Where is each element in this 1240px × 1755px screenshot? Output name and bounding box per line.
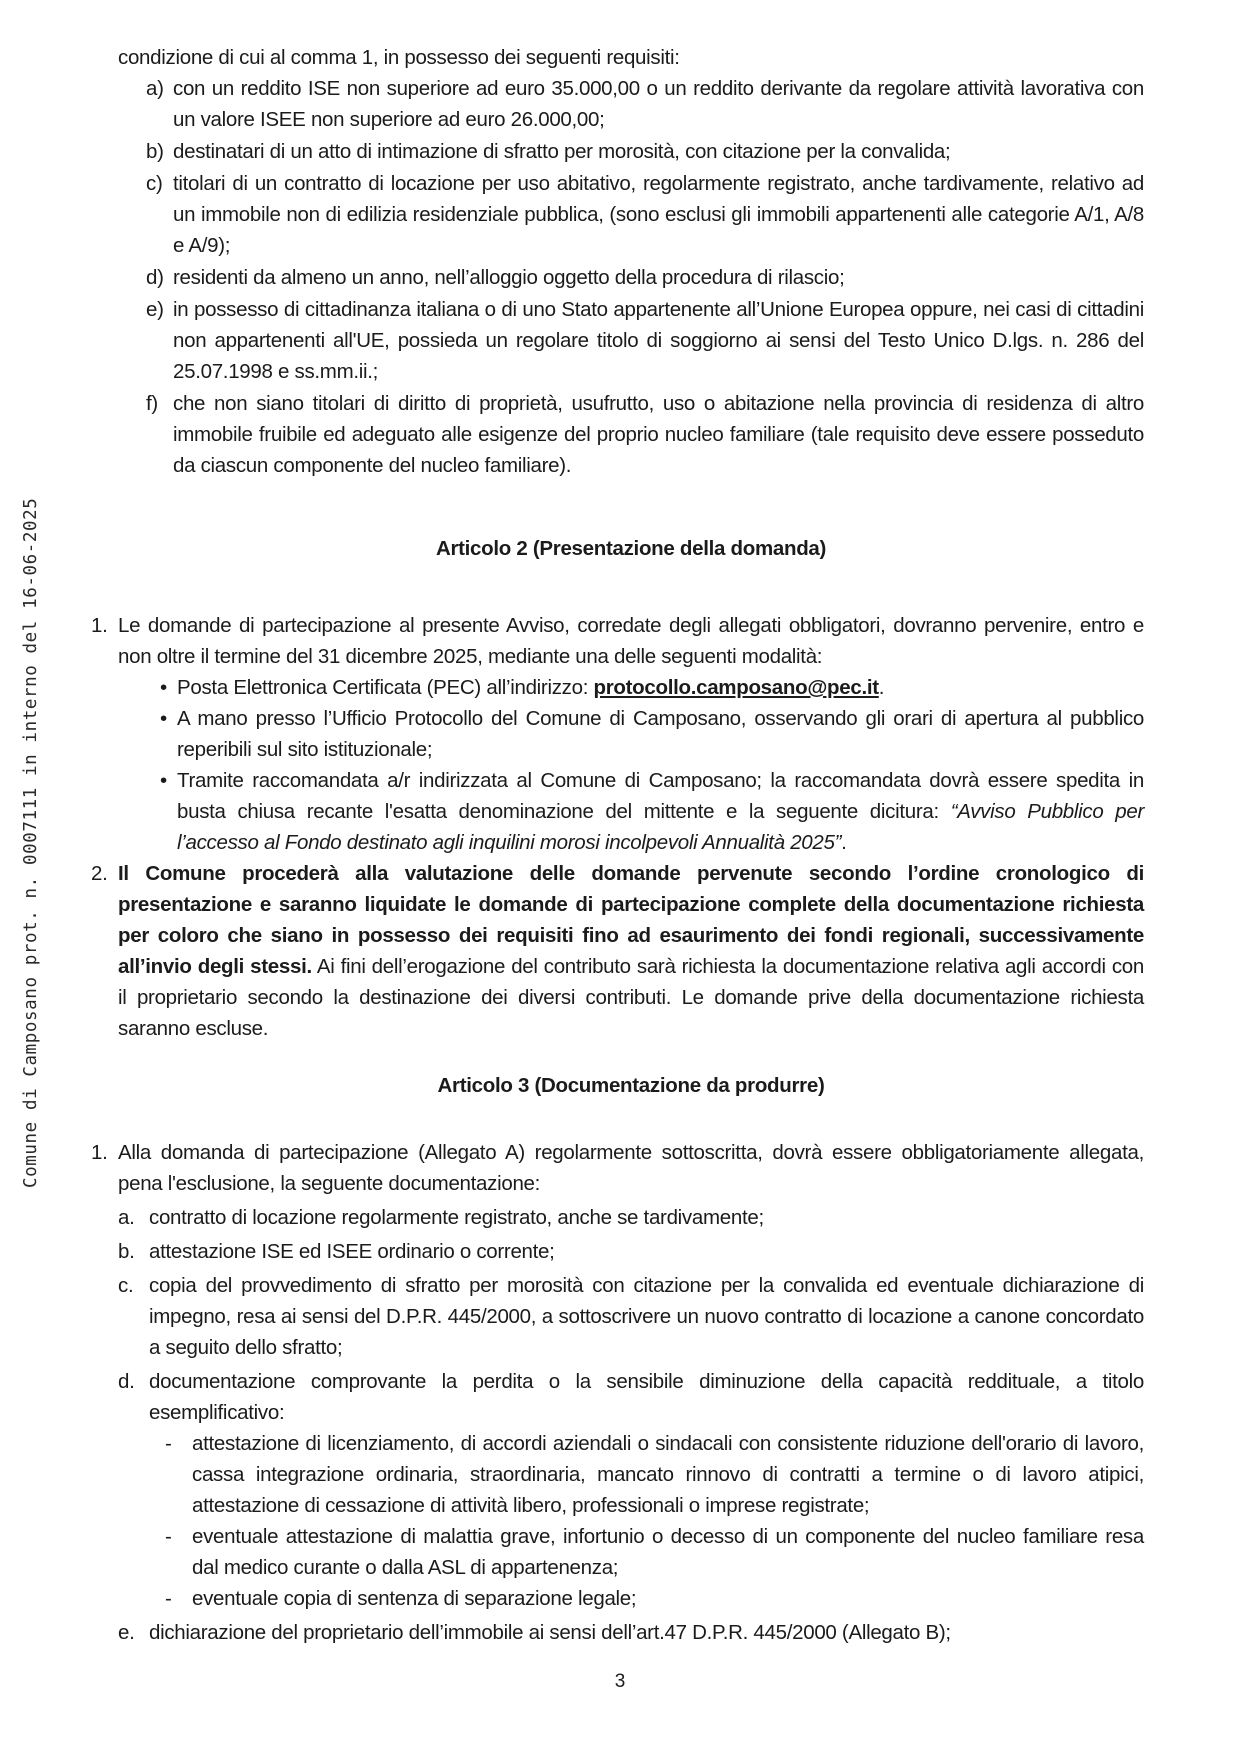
dash-icon: - (165, 1587, 172, 1610)
bullet-text: A mano presso l’Ufficio Protocollo del Comune di Camposano, osservando gli orari di apertura al pubblico reperibili sul sito istituzionale; (177, 707, 1144, 761)
requirement-item-e (146, 294, 1144, 387)
requirement-label: a) (146, 77, 164, 100)
item-text: Le domande di partecipazione al presente Avviso, corredate degli allegati obbligatori, dovranno pervenire, entro e non oltre il termine del 31 dicembre 2025, mediante una delle seguenti modalità: (118, 614, 1144, 668)
requirement-label: d) (146, 266, 164, 289)
registered-mail-bullet-item (160, 765, 1144, 858)
pec-bullet-item (160, 672, 1144, 703)
item-text: Alla domanda di partecipazione (Allegato A) regolarmente sottoscritta, dovrà essere obbligatoriamente allegata, pena l'esclusione, la seguente documentazione: (118, 1141, 1144, 1195)
requirements-list (146, 73, 1144, 481)
pec-text: Posta Elettronica Certificata (PEC) all’indirizzo: (177, 676, 594, 699)
requirement-label: c) (146, 172, 163, 195)
requirement-item-d (146, 262, 1144, 293)
mail-text: Tramite raccomandata a/r indirizzata al Comune di Camposano; la raccomandata dovrà essere spedita in busta chiusa recante l'esatta denominazione del mittente e la seguente dicitura: (177, 769, 1144, 823)
pec-email-link[interactable]: protocollo.camposano@pec.it (593, 676, 879, 699)
documentation-list (118, 1202, 1144, 1648)
item-body (118, 858, 1144, 1044)
letter-text-block (149, 1366, 1144, 1614)
evaluation-normal-text: Ai fini dell’erogazione del contributo sarà richiesta la documentazione relativa agli accordi con il proprietario secondo la destinazione dei diversi contributi. Le domande prive della documentazione richiesta saranno escluse. (118, 955, 1144, 1040)
doc-item-d (118, 1366, 1144, 1614)
letter-label: d. (118, 1370, 135, 1393)
letter-label: b. (118, 1240, 135, 1263)
doc-item-e (118, 1617, 1144, 1648)
bullet-icon: • (160, 769, 167, 792)
intro-paragraph: condizione di cui al comma 1, in possesso dei seguenti requisiti: (118, 46, 680, 69)
articolo2-item-1 (91, 610, 1144, 858)
doc-item-b (118, 1236, 1144, 1267)
dash-icon: - (165, 1432, 172, 1455)
item-text (118, 858, 1144, 1044)
doc-item-a (118, 1202, 1144, 1233)
requirement-text: in possesso di cittadinanza italiana o di uno Stato appartenente all’Unione Europea oppure, nei casi di cittadini non appartenenti all'UE, possieda un regolare titolo di soggiorno ai sensi del Testo Unico D.lgs. n. 286 del 25.07.1998 e ss.mm.ii.; (173, 298, 1144, 383)
hand-delivery-bullet-item (160, 703, 1144, 765)
evaluation-bold-text: Il Comune procederà alla valutazione delle domande pervenute secondo l’ordine cronologico di presentazione e saranno liquidate le domande di partecipazione complete della documentazione richiesta per coloro che siano in possesso dei requisiti fino ad esaurimento dei fondi regionali, successivamente all’invio degli stessi. (118, 862, 1144, 978)
dash-item-1 (165, 1428, 1144, 1521)
dash-text: eventuale copia di sentenza di separazione legale; (192, 1587, 637, 1610)
item-body (118, 610, 1144, 858)
protocol-stamp: Comune di Camposano prot. n. 0007111 in interno del 16-06-2025 (21, 497, 41, 1188)
articolo3-item-1 (91, 1137, 1144, 1648)
requirement-text: residenti da almeno un anno, nell’alloggio oggetto della procedura di rilascio; (173, 266, 845, 289)
letter-text: attestazione ISE ed ISEE ordinario o corrente; (149, 1240, 555, 1263)
requirement-label: b) (146, 140, 164, 163)
requirement-text: con un reddito ISE non superiore ad euro 35.000,00 o un reddito derivante da regolare attività lavorativa con un valore ISEE non superiore ad euro 26.000,00; (173, 77, 1144, 131)
pec-text-suffix: . (878, 676, 885, 699)
mail-text-suffix: . (841, 831, 847, 854)
articolo2-item-2 (91, 858, 1144, 1044)
notice-quote-italic: “Avviso Pubblico per l’accesso al Fondo destinato agli inquilini morosi incolpevoli Annualità 2025” (177, 800, 1145, 854)
page-number: 3 (614, 1671, 626, 1692)
document-content (91, 42, 1145, 1648)
dash-text: attestazione di licenziamento, di accordi aziendali o sindacali con consistente riduzione dell'orario di lavoro, cassa integrazione ordinaria, straordinaria, mancato rinnovo di contratti a termine o di lavoro atipici, attestazione di cessazione di attività libero, professionali o imprese registrate; (192, 1432, 1144, 1517)
letter-label: a. (118, 1206, 135, 1229)
letter-label: e. (118, 1621, 135, 1644)
item-number: 1. (91, 614, 108, 637)
bullet-icon: • (160, 707, 167, 730)
dash-icon: - (165, 1525, 172, 1548)
requirement-item-b (146, 136, 1144, 167)
bullet-text (177, 672, 1144, 703)
letter-text: documentazione comprovante la perdita o la sensibile diminuzione della capacità reddituale, a titolo esemplificativo: (149, 1370, 1144, 1424)
requirement-label: e) (146, 298, 164, 321)
examples-dash-list (165, 1428, 1144, 1614)
item-number: 1. (91, 1141, 108, 1164)
articolo-2-heading: Articolo 2 (Presentazione della domanda) (435, 537, 827, 560)
bullet-icon: • (160, 676, 167, 699)
requirement-text: che non siano titolari di diritto di proprietà, usufrutto, uso o abitazione nella provincia di residenza di altro immobile fruibile ed adeguato alle esigenze del proprio nucleo familiare (tale requisito deve essere posseduto da ciascun componente del nucleo familiare). (173, 392, 1144, 477)
dash-item-2 (165, 1521, 1144, 1583)
dash-text: eventuale attestazione di malattia grave, infortunio o decesso di un componente del nucleo familiare resa dal medico curante o dalla ASL di appartenenza; (192, 1525, 1144, 1579)
requirement-item-c (146, 168, 1144, 261)
letter-text: copia del provvedimento di sfratto per morosità con citazione per la convalida ed eventuale dichiarazione di impegno, resa ai sensi del D.P.R. 445/2000, a sottoscrivere un nuovo contratto di locazione a canone concordato a seguito dello sfratto; (149, 1274, 1144, 1359)
letter-label: c. (118, 1274, 134, 1297)
dash-item-3 (165, 1583, 1144, 1614)
letter-text: dichiarazione del proprietario dell’immobile ai sensi dell’art.47 D.P.R. 445/2000 (Allegato B); (149, 1621, 951, 1644)
item-number: 2. (91, 862, 108, 885)
item-body (118, 1137, 1144, 1648)
letter-text: contratto di locazione regolarmente registrato, anche se tardivamente; (149, 1206, 764, 1229)
requirement-label: f) (146, 392, 158, 415)
requirement-item-f (146, 388, 1144, 481)
requirement-text: titolari di un contratto di locazione per uso abitativo, regolarmente registrato, anche tardivamente, relativo ad un immobile non di edilizia residenziale pubblica, (sono esclusi gli immobili appartenenti alle categorie A/1, A/8 e A/9); (173, 172, 1144, 257)
bullet-text (177, 765, 1144, 858)
doc-item-c (118, 1270, 1144, 1363)
submission-methods-list (160, 672, 1144, 858)
articolo-3-heading: Articolo 3 (Documentazione da produrre) (437, 1074, 825, 1097)
requirement-text: destinatari di un atto di intimazione di sfratto per morosità, con citazione per la convalida; (173, 140, 951, 163)
requirement-item-a (146, 73, 1144, 135)
